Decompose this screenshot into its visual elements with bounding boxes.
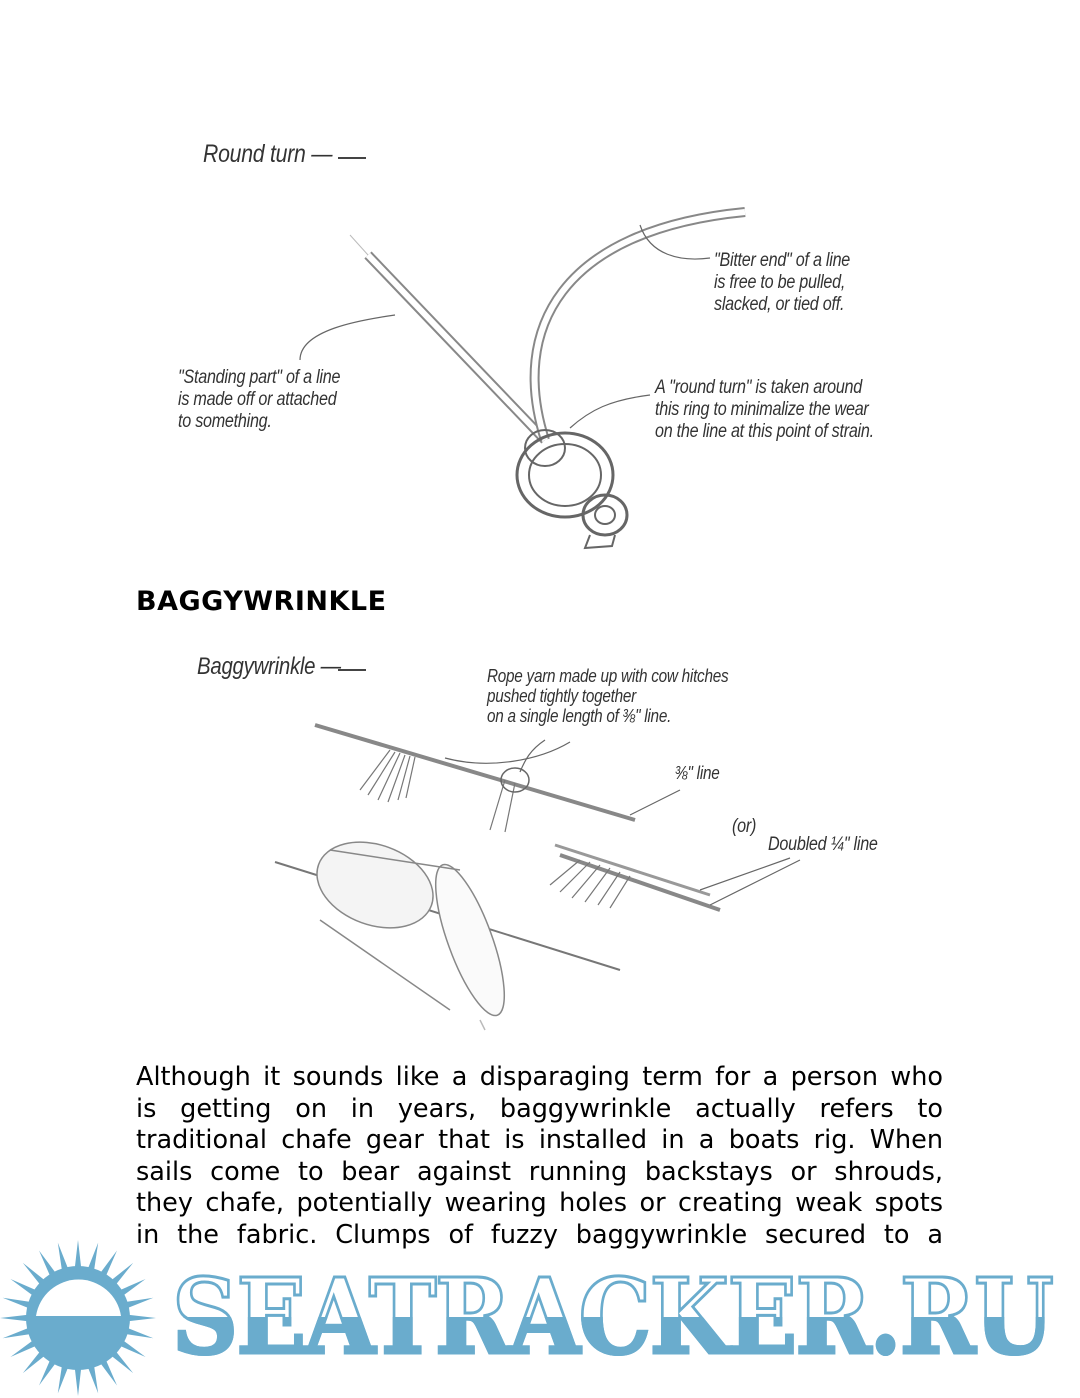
caption-line: "Bitter end" of a line (714, 250, 851, 271)
rope-yarn-caption (487, 666, 728, 726)
caption-line: A "round turn" is taken around (655, 377, 863, 398)
caption-line: to something. (178, 411, 272, 432)
bitter-end-caption (714, 250, 850, 316)
sun-logo-icon (0, 1238, 170, 1398)
caption-line: is made off or attached (178, 389, 337, 410)
paragraph-line: is getting on in years, baggywrinkle actually refers to (136, 1093, 943, 1124)
baggywrinkle-figure-title: Baggywrinkle — (197, 653, 341, 680)
caption-line: slacked, or tied off. (714, 294, 845, 315)
line-size-label: ⅜" line (675, 763, 720, 783)
paragraph-line: traditional chafe gear that is installed in a boats rig. When (136, 1125, 943, 1156)
caption-line: Rope yarn made up with cow hitches (487, 666, 729, 686)
caption-line: this ring to minimalize the wear (655, 399, 869, 420)
caption-line: on a single length of ⅜" line. (487, 706, 672, 726)
or-label: (or) (732, 816, 757, 837)
caption-line: is free to be pulled, (714, 272, 846, 293)
paragraph-line: in the fabric. Clumps of fuzzy baggywrinkle secured to a (136, 1219, 943, 1250)
round-turn-figure-title: Round turn — (203, 140, 333, 168)
section-heading: BAGGYWRINKLE (136, 586, 387, 617)
round-turn-caption (655, 377, 874, 443)
standing-part-caption (178, 367, 340, 433)
caption-line: on the line at this point of strain. (655, 421, 874, 442)
caption-line: pushed tightly together (487, 686, 636, 706)
paragraph-line: they chafe, potentially wearing holes or creating weak spots (136, 1188, 943, 1219)
paragraph-line: Although it sounds like a disparaging term for a person who (136, 1062, 943, 1092)
watermark-text: SEATRACKER.RU (172, 1255, 1053, 1378)
paragraph-line: sails come to bear against running backstays or shrouds, (136, 1156, 943, 1187)
doubled-line-label: Doubled ¼" line (768, 834, 878, 855)
body-paragraph (136, 1062, 943, 1252)
caption-line: "Standing part" of a line (178, 367, 341, 388)
